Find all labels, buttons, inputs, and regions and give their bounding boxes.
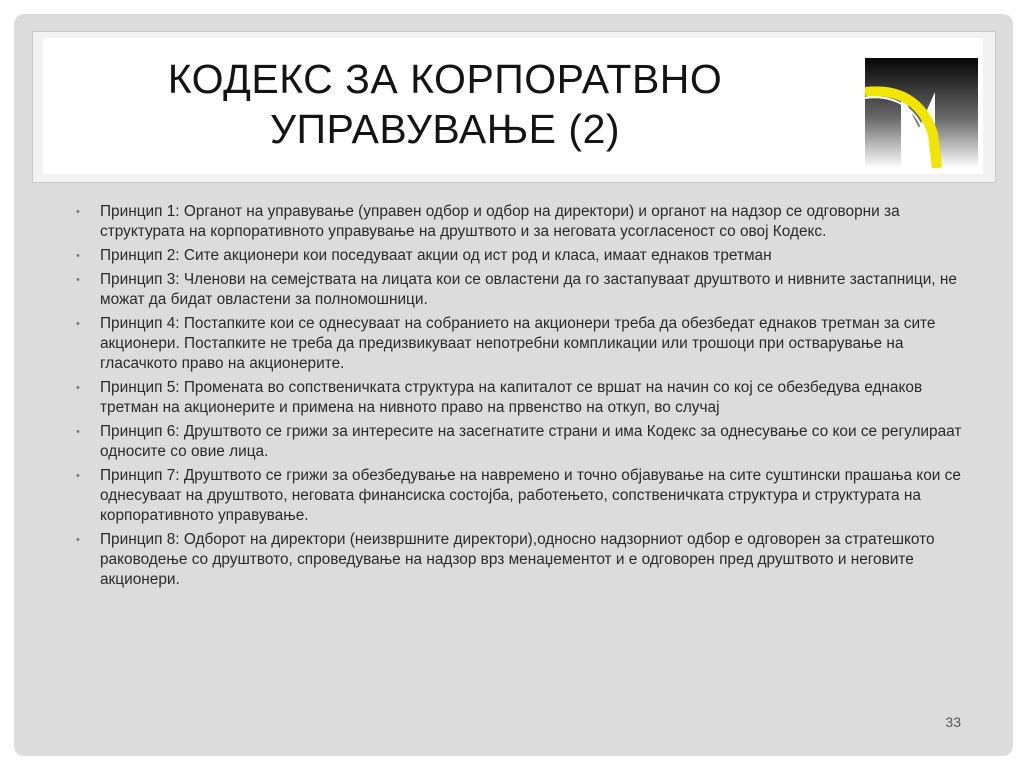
list-item-text: Принцип 8: Одборот на директори (неизвршните директори),односно надзорниот одбор е одговорен за стратешкото раководење со друштвото, спроведување на надзор врз менаџементот и е одговорен пред друштвото и неговите акционери. bbox=[100, 531, 935, 588]
principles-list bbox=[76, 202, 966, 594]
list-item-text: Принцип 2: Сите акционери кои поседуваат акции од ист род и класа, имаат еднаков третман bbox=[100, 247, 772, 264]
yellow-arc-logo-icon bbox=[865, 58, 978, 168]
list-item-text: Принцип 1: Органот на управување (управен одбор и одбор на директори) и органот на надзор се одговорни за структурата на корпоративното управување на друштвото и за неговата усогласеност со овој Кодекс. bbox=[100, 203, 900, 240]
list-item bbox=[76, 246, 966, 266]
list-item bbox=[76, 378, 966, 418]
list-item bbox=[76, 202, 966, 242]
list-item-text: Принцип 6: Друштвото се грижи за интересите на засегнатите страни и има Кодекс за однесување со кои се регулираат односите со овие лица. bbox=[100, 423, 962, 460]
bullet-dot-icon: • bbox=[76, 534, 80, 546]
list-item bbox=[76, 422, 966, 462]
bullet-dot-icon: • bbox=[76, 250, 80, 262]
list-item-text: Принцип 5: Промената во сопственичката структура на капиталот се вршат на начин со кој се обезбедува еднаков третман на акционерите и примена на нивното право на првенство на откуп, во случај bbox=[100, 379, 923, 416]
slide-title-line-1: КОДЕКС ЗА КОРПОРАТВНО bbox=[167, 56, 723, 102]
list-item-text: Принцип 4: Постапките кои се однесуваат на собранието на акционери треба да обезбедат еднаков третман за сите акционери. Постапките не треба да предизвикуваат непотребни компликации или трошоци при остварување на гласачкото право на акционерите. bbox=[100, 315, 936, 372]
list-item bbox=[76, 530, 966, 590]
page-number: 33 bbox=[945, 714, 961, 730]
slide bbox=[14, 14, 1013, 756]
bullet-dot-icon: • bbox=[76, 206, 80, 218]
bullet-dot-icon: • bbox=[76, 426, 80, 438]
title-band bbox=[32, 31, 996, 183]
slide-title bbox=[65, 54, 825, 154]
list-item-text: Принцип 7: Друштвото се грижи за обезбедување на навремено и точно објавување на сите суштински прашања кои се однесуваат на друштвото, неговата финансиска состојба, работењето, сопственичката структура и структурата на корпоративното управување. bbox=[100, 467, 961, 524]
list-item bbox=[76, 466, 966, 526]
title-box bbox=[43, 38, 983, 174]
slide-title-line-2: УПРАВУВАЊЕ (2) bbox=[269, 106, 621, 152]
list-item-text: Принцип 3: Членови на семејствата на лицата кои се овластени да го застапуваат друштвото и нивните застапници, не можат да бидат овластени за полномошници. bbox=[100, 271, 957, 308]
bullet-dot-icon: • bbox=[76, 274, 80, 286]
bullet-dot-icon: • bbox=[76, 318, 80, 330]
bullet-dot-icon: • bbox=[76, 470, 80, 482]
bullet-dot-icon: • bbox=[76, 382, 80, 394]
list-item bbox=[76, 270, 966, 310]
list-item bbox=[76, 314, 966, 374]
